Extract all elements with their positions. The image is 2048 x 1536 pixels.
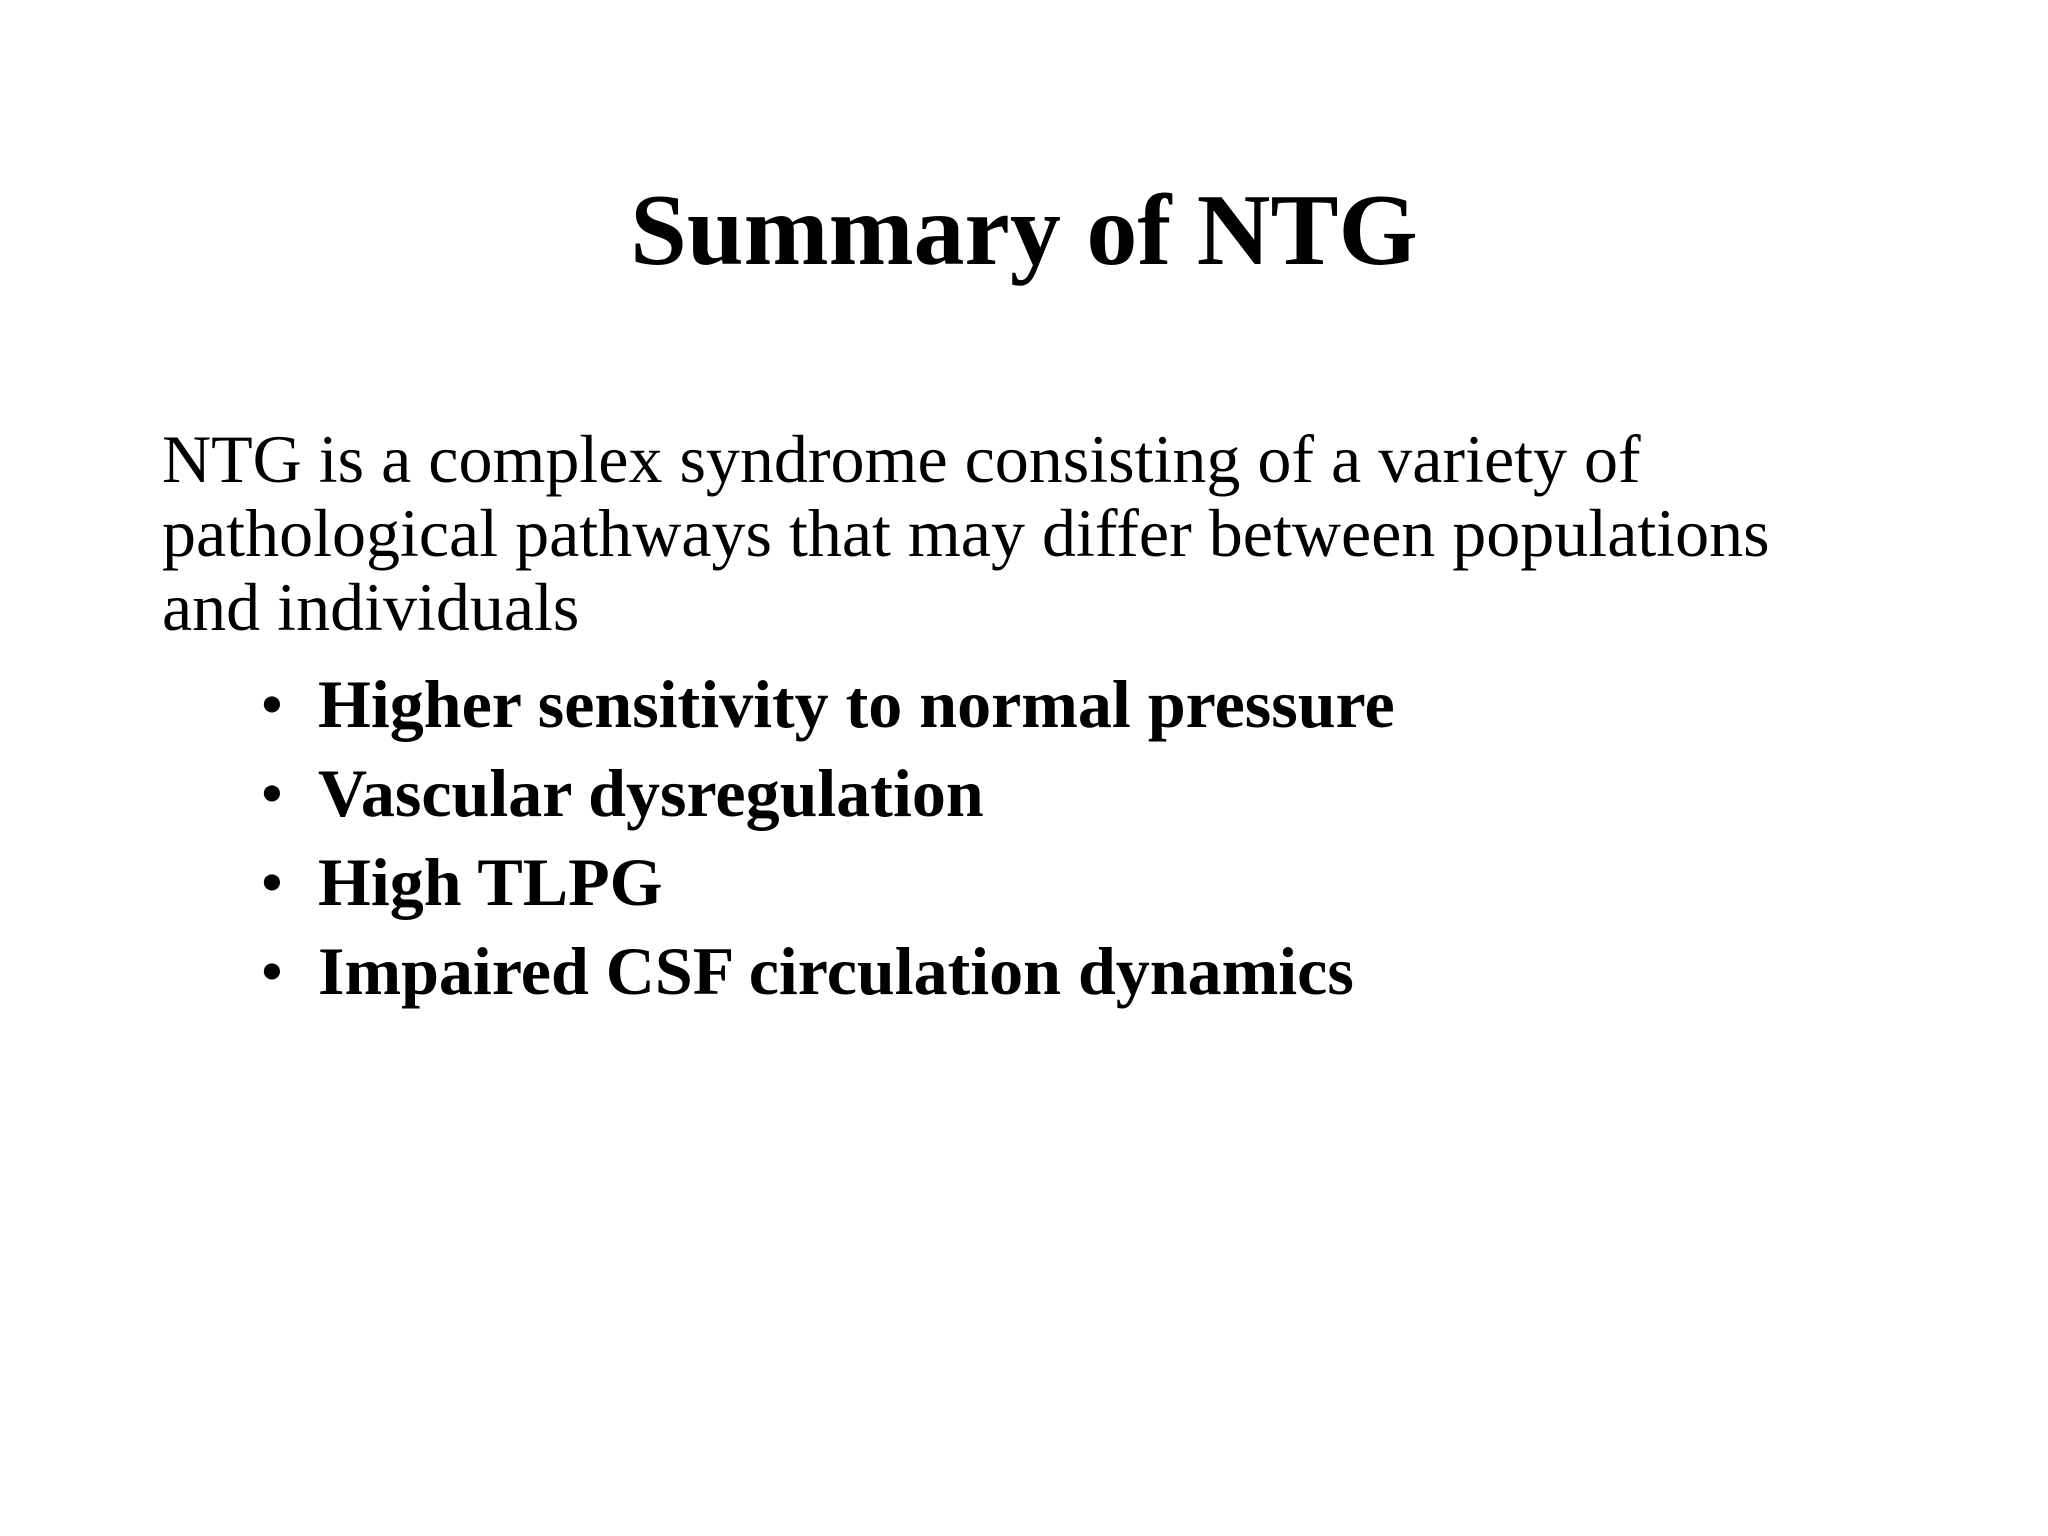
bullet-text: Vascular dysregulation: [318, 755, 984, 831]
list-item: [260, 749, 1960, 838]
bullet-icon: •: [260, 755, 284, 831]
bullet-icon: •: [260, 666, 284, 742]
bullet-text: High TLPG: [318, 844, 663, 920]
list-item: [260, 927, 1960, 1016]
summary-paragraph: [162, 422, 1962, 644]
summary-line-2: pathological pathways that may differ between populations: [162, 495, 1770, 571]
summary-line-1: NTG is a complex syndrome consisting of a variety of: [162, 421, 1641, 497]
summary-line-3: and individuals: [162, 569, 580, 645]
bullet-list: [260, 660, 1960, 1016]
bullet-text: Higher sensitivity to normal pressure: [318, 666, 1395, 742]
slide-title: Summary of NTG: [630, 174, 1418, 287]
list-item: [260, 838, 1960, 927]
bullet-icon: •: [260, 844, 284, 920]
list-item: [260, 660, 1960, 749]
bullet-icon: •: [260, 933, 284, 1009]
bullet-text: Impaired CSF circulation dynamics: [318, 933, 1354, 1009]
